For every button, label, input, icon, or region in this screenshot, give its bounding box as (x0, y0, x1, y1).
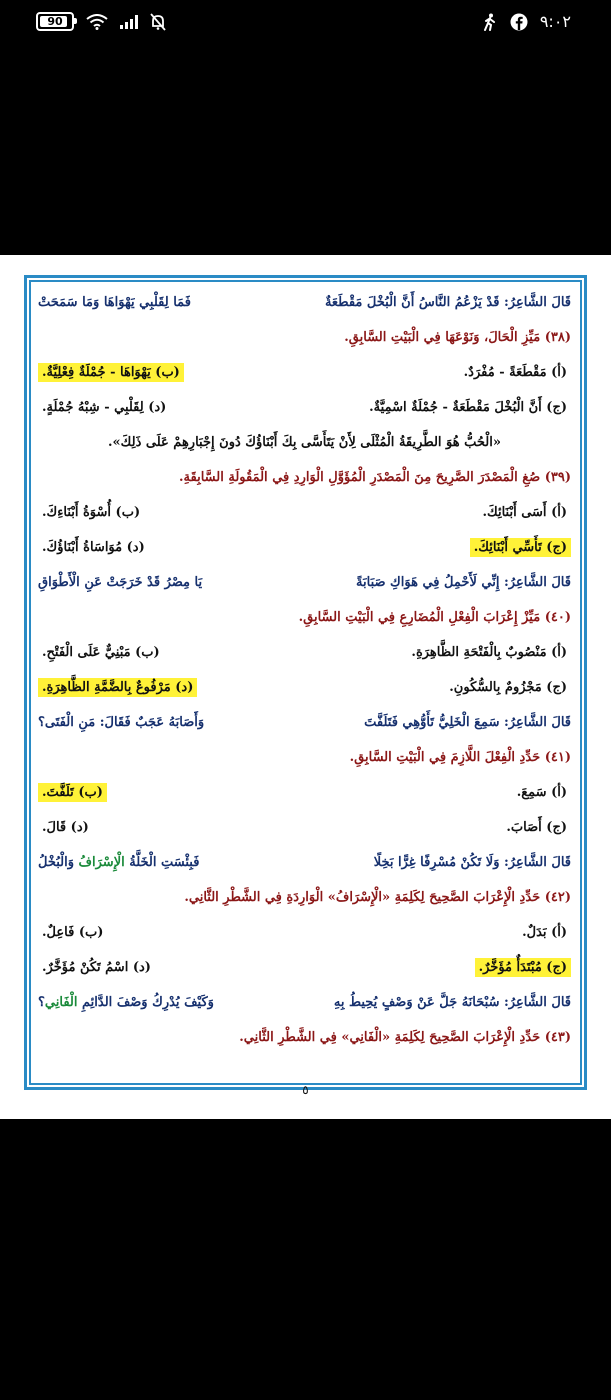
options-row (32, 950, 577, 985)
clock: ٩:٠٢ (539, 12, 571, 31)
verse-first-hemistich: قَالَ الشَّاعِرُ: سُبْحَانَهُ جَلَّ عَنْ وَصْفٍ يُحِيطُ بِهِ (333, 995, 571, 1010)
options-row (32, 670, 577, 705)
option-d[interactable]: (د) اسْمُ تَكُنْ مُؤَخَّرٌ. (42, 960, 151, 975)
question-text: (٤٠) مَيِّزْ إِعْرَابَ الْفِعْلِ الْمُضَارِعِ فِي الْبَيْتِ السَّابِقِ. (298, 610, 571, 625)
question-text: (٣٩) صُغِ الْمَصْدَرَ الصَّرِيحَ مِنَ الْمَصْدَرِ الْمُؤَوَّلِ الْوَارِدِ فِي الْمَقُولَةِ السَّابِقَةِ. (179, 470, 571, 485)
option-c[interactable]: (ج) أَصَابَ. (506, 820, 567, 835)
option-b[interactable]: (ب) فَاعِلٌ. (42, 925, 104, 940)
option-d[interactable]: (د) لِقَلْبِي - شِبْهُ جُمْلَةٍ. (42, 400, 167, 415)
option-a[interactable]: (أ) سَمِعَ. (516, 785, 567, 800)
wifi-icon (86, 14, 108, 30)
battery-level: 90 (47, 15, 63, 28)
options-row (32, 775, 577, 810)
battery-icon (36, 12, 74, 31)
option-b-highlighted[interactable]: (ب) يَهْوَاهَا - جُمْلَةٌ فِعْلِيَّةٌ. (38, 363, 184, 382)
verse-text: فَبِئْسَتِ الْخَلَّةُ (124, 855, 200, 870)
verse-line (32, 845, 577, 880)
option-a[interactable]: (أ) بَدَلٌ. (522, 925, 567, 940)
options-row (32, 915, 577, 950)
verse-line (32, 705, 577, 740)
option-c[interactable]: (ج) مَجْزُومٌ بِالسُّكُونِ. (449, 680, 567, 695)
verse-second-hemistich: فَمَا لِقَلْبِي يَهْوَاهَا وَمَا سَمَحَتْ (38, 295, 191, 310)
verse-emphasized-word: الْإِسْرَافُ (78, 855, 125, 870)
bell-off-icon (150, 13, 166, 31)
exam-content (32, 285, 577, 1055)
options-row (32, 495, 577, 530)
verse-text: وَالْبُخْلُ (38, 855, 79, 870)
question-text: (٤١) حَدِّدِ الْفِعْلَ اللَّازِمَ فِي الْبَيْتِ السَّابِقِ. (349, 750, 571, 765)
page-number: ٥ (302, 1083, 309, 1097)
question-text: (٤٣) حَدِّدِ الْإِعْرَابَ الصَّحِيحَ لِكَلِمَةِ «الْفَانِي» فِي الشَّطْرِ الثَّانِي. (239, 1030, 571, 1045)
verse-text: وَكَيْفَ يُدْرِكُ وَصْفَ الدَّائِمِ (77, 995, 214, 1010)
option-c[interactable]: (ج) أَنَّ الْبُخْلَ مَقْطَعَةٌ - جُمْلَةٌ اسْمِيَّةٌ. (369, 400, 567, 415)
options-row (32, 635, 577, 670)
question-text: (٣٨) مَيِّزِ الْحَالَ، وَنَوْعَهَا فِي الْبَيْتِ السَّابِقِ. (344, 330, 571, 345)
verse-emphasized-word: الْفَانِي (44, 995, 78, 1010)
verse-second-hemistich: يَا مِصْرُ قَدْ خَرَجَتْ عَنِ الْأَطْوَاقِ (38, 575, 203, 590)
walking-icon (482, 13, 498, 31)
verse-first-hemistich: قَالَ الشَّاعِرُ: إِنِّي لَأَحْمِلُ فِي هَوَاكِ صَبَابَةً (356, 575, 571, 590)
options-row (32, 530, 577, 565)
quote-text: «الْحُبُّ هُوَ الطَّرِيقَةُ الْمُثْلَى لِأَنْ يَتَأَسَّى بِكَ أَبْنَاؤُكَ دُونَ إِجْبَارِهِمْ عَلَى ذَلِكَ». (108, 435, 501, 450)
status-bar (0, 0, 611, 48)
verse-line (32, 985, 577, 1020)
option-b-highlighted[interactable]: (ب) تَلَفَّتَ. (38, 783, 107, 802)
verse-line (32, 285, 577, 320)
document-page (0, 255, 611, 1119)
option-a[interactable]: (أ) مَنْصُوبٌ بِالْفَتْحَةِ الظَّاهِرَةِ. (411, 645, 567, 660)
question-40 (32, 600, 577, 635)
options-row (32, 810, 577, 845)
question-41 (32, 740, 577, 775)
option-b[interactable]: (ب) أُسْوَةُ أَبْنَاءِكَ. (42, 505, 141, 520)
verse-second-hemistich: وَأَصَابَهُ عَجَبٌ فَقَالَ: مَنِ الْفَتَى؟ (38, 715, 205, 730)
question-text: (٤٢) حَدِّدِ الْإِعْرَابَ الصَّحِيحَ لِكَلِمَةِ «الْإِسْرَافُ» الْوَارِدَةِ فِي الشَّطْرِ الثَّانِي. (184, 890, 571, 905)
question-39 (32, 460, 577, 495)
options-row (32, 390, 577, 425)
verse-first-hemistich: قَالَ الشَّاعِرُ: وَلَا تَكُنْ مُسْرِفًا غِرًّا بَخِلًا (373, 855, 571, 870)
option-a[interactable]: (أ) مَقْطَعَةً - مُفْرَدٌ. (463, 365, 567, 380)
facebook-icon (510, 13, 528, 31)
verse-second-hemistich (38, 995, 214, 1010)
verse-first-hemistich: قَالَ الشَّاعِرُ: قَدْ يَزْعُمُ النَّاسُ أَنَّ الْبُخْلَ مَقْطَعَةٌ (324, 295, 571, 310)
option-d[interactable]: (د) مُوَاسَاةُ أَبْنَاؤُكَ. (42, 540, 145, 555)
option-a[interactable]: (أ) أَسَى أَبْنَائِكَ. (482, 505, 567, 520)
question-42 (32, 880, 577, 915)
verse-line (32, 565, 577, 600)
verse-second-hemistich (38, 855, 199, 870)
options-row (32, 355, 577, 390)
option-b[interactable]: (ب) مَبْنِيٌّ عَلَى الْفَتْحِ. (42, 645, 160, 660)
option-d-highlighted[interactable]: (د) مَرْفُوعٌ بِالضَّمَّةِ الظَّاهِرَةِ. (38, 678, 197, 697)
quote-line (32, 425, 577, 460)
question-38 (32, 320, 577, 355)
verse-first-hemistich: قَالَ الشَّاعِرُ: سَمِعَ الْخَلِيُّ تَأَوُّهِي فَتَلَفَّتَ (364, 715, 571, 730)
question-43 (32, 1020, 577, 1055)
verse-text: ؟ (38, 995, 45, 1010)
option-c-highlighted[interactable]: (ج) تَأَسِّي أَبْنَائِكَ. (470, 538, 571, 557)
signal-icon (120, 15, 138, 29)
option-d[interactable]: (د) قَالَ. (42, 820, 89, 835)
option-c-highlighted[interactable]: (ج) مُبْتَدَأٌ مُؤَخَّرٌ. (475, 958, 571, 977)
